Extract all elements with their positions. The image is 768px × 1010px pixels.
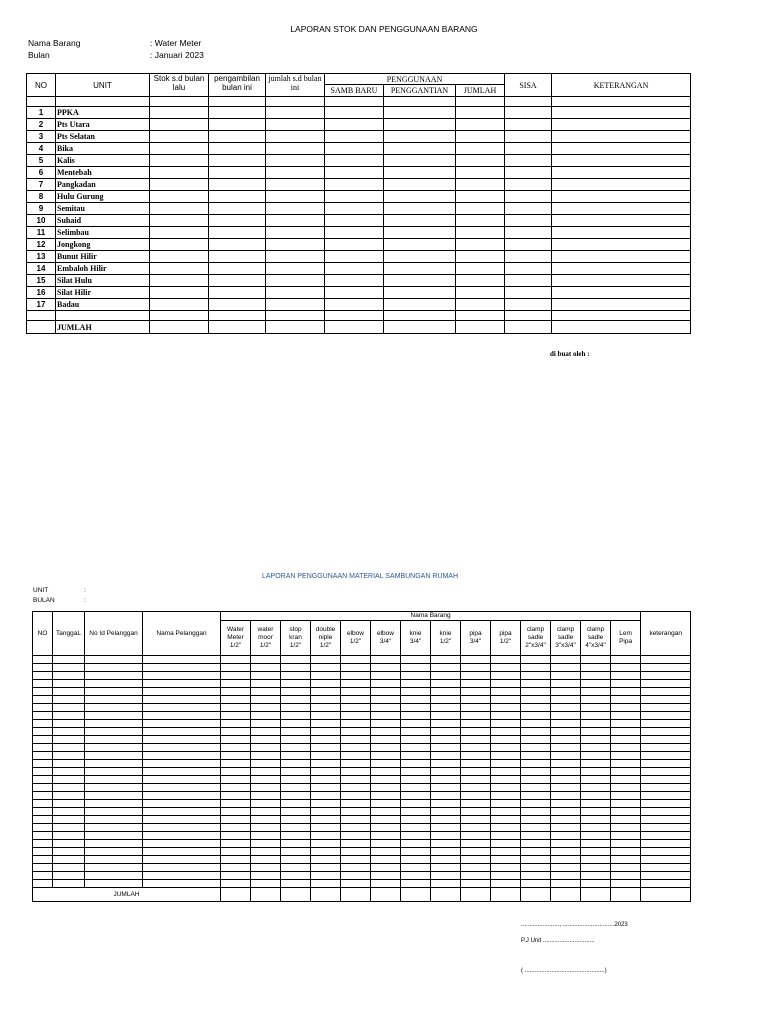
table-row bbox=[33, 768, 691, 776]
header-item-line: 3"x3/4" bbox=[555, 642, 576, 649]
report1-title: LAPORAN STOK DAN PENGGUNAAN BARANG bbox=[290, 24, 478, 34]
row-unit: Silat Hulu bbox=[56, 275, 150, 287]
table-row bbox=[33, 824, 691, 832]
header-item-line: pipa bbox=[469, 630, 482, 637]
header-item-line: elbow bbox=[347, 630, 364, 637]
table-row bbox=[33, 840, 691, 848]
bulan-value: : Januari 2023 bbox=[150, 50, 204, 60]
bulan2-label: BULAN bbox=[33, 597, 55, 604]
row-unit: Pts Selatan bbox=[56, 131, 150, 143]
row-no: 16 bbox=[27, 287, 56, 299]
row-unit: Jongkong bbox=[56, 239, 150, 251]
header-item-line: Meter bbox=[227, 634, 244, 641]
table-row bbox=[33, 816, 691, 824]
table-row bbox=[27, 143, 691, 155]
table-row bbox=[33, 760, 691, 768]
table-row bbox=[33, 752, 691, 760]
header-jumlah-sd: jumlah s.d bulan ini bbox=[266, 74, 325, 97]
row-no: 17 bbox=[27, 299, 56, 311]
nama-barang-label: Nama Barang bbox=[28, 38, 81, 48]
header-pengambilan: pengambilan bulan ini bbox=[209, 74, 266, 97]
header-item bbox=[401, 621, 431, 656]
table-row bbox=[27, 179, 691, 191]
header-unit: UNIT bbox=[56, 74, 150, 97]
table-row bbox=[27, 131, 691, 143]
dibuat-oleh: di buat oleh : bbox=[550, 350, 590, 358]
header-sisa: SISA bbox=[505, 74, 552, 97]
table-row bbox=[27, 263, 691, 275]
header-penggantian: PENGGANTIAN bbox=[384, 85, 456, 97]
table-row bbox=[33, 720, 691, 728]
header-item-line: clamp bbox=[556, 626, 575, 633]
row-unit: Selimbau bbox=[56, 227, 150, 239]
row-no: 13 bbox=[27, 251, 56, 263]
header-no: NO bbox=[33, 612, 53, 656]
table-row bbox=[27, 203, 691, 215]
row-no: 4 bbox=[27, 143, 56, 155]
header-item-line: 1/2" bbox=[289, 642, 302, 649]
header-item-line: Lem bbox=[619, 630, 632, 637]
table-row bbox=[33, 848, 691, 856]
row-unit: Suhaid bbox=[56, 215, 150, 227]
header-item-line: kran bbox=[289, 634, 302, 641]
row-unit: Kalis bbox=[56, 155, 150, 167]
table-row bbox=[33, 728, 691, 736]
table-row bbox=[27, 167, 691, 179]
header-no-id: No Id Pelanggan bbox=[85, 612, 143, 656]
table-row bbox=[33, 880, 691, 888]
table-row bbox=[27, 239, 691, 251]
table-row bbox=[33, 696, 691, 704]
header-nama-barang: Nama Barang bbox=[221, 612, 641, 621]
row-unit: Badau bbox=[56, 299, 150, 311]
sign-date: ......................., ...............................2023 bbox=[521, 922, 628, 928]
table-row bbox=[33, 784, 691, 792]
header-nama-pelanggan: Nama Pelanggan bbox=[143, 612, 221, 656]
header-item bbox=[551, 621, 581, 656]
table-row bbox=[27, 287, 691, 299]
table-row bbox=[33, 712, 691, 720]
row-no: 3 bbox=[27, 131, 56, 143]
header-item-line: 4"x3/4" bbox=[585, 642, 606, 649]
header-item-line: knie bbox=[439, 630, 452, 637]
table-row bbox=[27, 155, 691, 167]
header-item bbox=[341, 621, 371, 656]
table-row bbox=[33, 688, 691, 696]
header-item-line: 2"x3/4" bbox=[525, 642, 546, 649]
header-item-line: 1/2" bbox=[319, 642, 332, 649]
header-item bbox=[461, 621, 491, 656]
header-item-line: double bbox=[315, 626, 336, 633]
table-row bbox=[27, 299, 691, 311]
stock-table bbox=[26, 73, 691, 334]
header-keterangan: keterangan bbox=[641, 612, 691, 656]
header-item bbox=[221, 621, 251, 656]
row-no: 10 bbox=[27, 215, 56, 227]
table-row bbox=[33, 800, 691, 808]
unit-value: : bbox=[84, 587, 86, 594]
row-unit: Pts Utara bbox=[56, 119, 150, 131]
row-unit: Silat Hilir bbox=[56, 287, 150, 299]
header-item-line: stop bbox=[289, 626, 302, 633]
bulan-label: Bulan bbox=[28, 50, 50, 60]
header-item bbox=[431, 621, 461, 656]
header-item-line: moor bbox=[258, 634, 273, 641]
table-row bbox=[27, 275, 691, 287]
table-row bbox=[33, 792, 691, 800]
table-row bbox=[33, 776, 691, 784]
table-row bbox=[27, 251, 691, 263]
row-unit: Bunut Hilir bbox=[56, 251, 150, 263]
table-row bbox=[27, 215, 691, 227]
jumlah2-row-label: JUMLAH bbox=[33, 888, 221, 902]
table-row bbox=[33, 672, 691, 680]
table-row bbox=[33, 808, 691, 816]
header-no: NO bbox=[27, 74, 56, 97]
row-unit: Bika bbox=[56, 143, 150, 155]
row-no: 1 bbox=[27, 107, 56, 119]
table-row bbox=[27, 119, 691, 131]
header-item-line: 3/4" bbox=[379, 638, 392, 645]
row-no: 15 bbox=[27, 275, 56, 287]
header-item bbox=[311, 621, 341, 656]
row-unit: Hulu Gurung bbox=[56, 191, 150, 203]
header-item bbox=[371, 621, 401, 656]
row-no: 2 bbox=[27, 119, 56, 131]
table-row bbox=[33, 856, 691, 864]
row-unit: Embaloh Hilir bbox=[56, 263, 150, 275]
header-stok: Stok s.d bulan lalu bbox=[150, 74, 209, 97]
header-item-line: elbow bbox=[377, 630, 394, 637]
header-item-line: Water bbox=[226, 626, 245, 633]
row-no: 11 bbox=[27, 227, 56, 239]
header-item-line: sadle bbox=[527, 634, 544, 641]
table-row bbox=[33, 872, 691, 880]
header-item bbox=[281, 621, 311, 656]
header-penggunaan: PENGGUNAAN bbox=[325, 74, 505, 85]
header-item bbox=[491, 621, 521, 656]
row-no: 6 bbox=[27, 167, 56, 179]
sign-name: ( ................................................) bbox=[521, 968, 607, 974]
header-item-line: sadle bbox=[587, 634, 604, 641]
row-no: 5 bbox=[27, 155, 56, 167]
header-item-line: 1/2" bbox=[349, 638, 362, 645]
row-no: 12 bbox=[27, 239, 56, 251]
table-row bbox=[33, 704, 691, 712]
table-row bbox=[27, 107, 691, 119]
row-unit: Pangkadan bbox=[56, 179, 150, 191]
table-row bbox=[33, 656, 691, 664]
bulan2-value: : bbox=[84, 597, 86, 604]
header-keterangan: KETERANGAN bbox=[552, 74, 691, 97]
row-no: 7 bbox=[27, 179, 56, 191]
table-row bbox=[33, 744, 691, 752]
jumlah-row-label: JUMLAH bbox=[56, 321, 150, 334]
header-item bbox=[251, 621, 281, 656]
header-item-line: sadle bbox=[557, 634, 574, 641]
table-row bbox=[33, 664, 691, 672]
unit-label: UNIT bbox=[33, 587, 49, 594]
header-item-line: clamp bbox=[586, 626, 605, 633]
table-row bbox=[33, 864, 691, 872]
header-item-line: 3/4" bbox=[469, 638, 482, 645]
table-row bbox=[27, 227, 691, 239]
header-item-line: 1/2" bbox=[499, 638, 512, 645]
row-no: 14 bbox=[27, 263, 56, 275]
row-no: 9 bbox=[27, 203, 56, 215]
report2-title: LAPORAN PENGGUNAAN MATERIAL SAMBUNGAN RUMAH bbox=[261, 573, 459, 580]
table-row bbox=[27, 191, 691, 203]
table-row bbox=[33, 832, 691, 840]
material-table bbox=[32, 611, 691, 902]
header-item-line: 1/2" bbox=[439, 638, 452, 645]
header-samb-baru: SAMB BARU bbox=[325, 85, 384, 97]
nama-barang-value: : Water Meter bbox=[150, 38, 202, 48]
header-item-line: 3/4" bbox=[409, 638, 422, 645]
header-item bbox=[521, 621, 551, 656]
header-jumlah: JUMLAH bbox=[456, 85, 505, 97]
header-item-line: 1/2" bbox=[229, 642, 242, 649]
table-row bbox=[33, 736, 691, 744]
row-unit: Mentebah bbox=[56, 167, 150, 179]
header-item bbox=[581, 621, 611, 656]
header-item-line: 1/2" bbox=[259, 642, 272, 649]
header-item-line: clamp bbox=[526, 626, 545, 633]
table-row bbox=[33, 680, 691, 688]
header-item-line: water bbox=[257, 626, 274, 633]
header-item bbox=[611, 621, 641, 656]
header-item-line: niple bbox=[318, 634, 333, 641]
header-item-line: pipa bbox=[499, 630, 512, 637]
header-item-line: knie bbox=[409, 630, 422, 637]
row-no: 8 bbox=[27, 191, 56, 203]
header-item-line: Pipa bbox=[619, 638, 633, 645]
row-unit: Semitau bbox=[56, 203, 150, 215]
row-unit: PPKA bbox=[56, 107, 150, 119]
sign-pj: P.J Unit ............................... bbox=[521, 938, 595, 944]
header-tanggal: TanggaL bbox=[53, 612, 85, 656]
